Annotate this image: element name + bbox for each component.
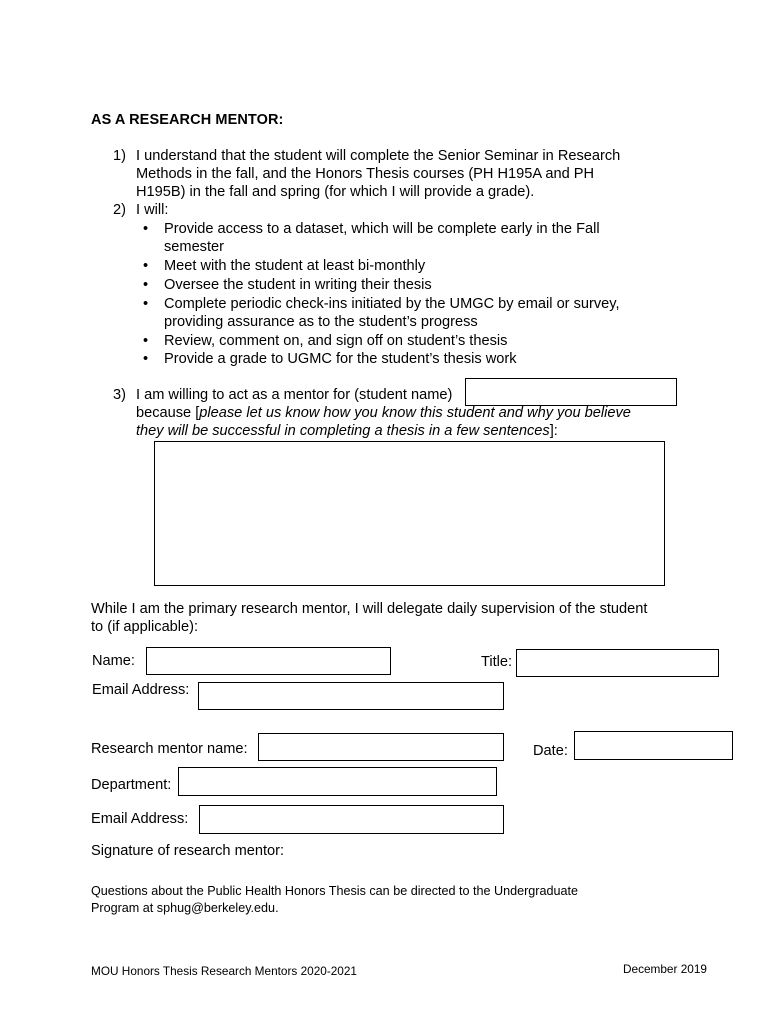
student-name-input[interactable] [465,378,677,406]
item-2-intro: I will: [136,202,169,218]
bullet-item-checkins-cont: providing assurance as to the student’s progress [164,314,478,330]
item-3-line-1: I am willing to act as a mentor for (student name) [136,387,453,403]
bullet-item-dataset-cont: semester [164,239,225,255]
item-3-line-3: they will be successful in completing a thesis in a few sentences]: [136,423,558,439]
mentor-name-input[interactable] [258,733,504,761]
date-input[interactable] [574,731,733,760]
delegate-line-2: to (if applicable): [91,619,199,635]
bullet-icon: • [143,296,149,312]
bullet-icon: • [143,333,149,349]
email-label-delegate: Email Address: [92,682,190,698]
date-label: Date: [533,743,568,759]
email-input-mentor[interactable] [199,805,504,834]
department-label: Department: [91,777,172,793]
footer-right: December 2019 [623,962,707,976]
item-3-line-2: because [please let us know how you know this student and why you believe [136,405,631,421]
bullet-icon: • [143,258,149,274]
questions-line-1: Questions about the Public Health Honors Thesis can be directed to the Undergraduate [91,884,579,898]
title-label: Title: [481,654,513,670]
email-input-delegate[interactable] [198,682,504,710]
reason-textarea[interactable] [154,441,665,586]
delegate-line-1: While I am the primary research mentor, I will delegate daily supervision of the student [91,601,648,617]
item-1-line-3: H195B) in the fall and spring (for which I will provide a grade). [136,184,535,200]
bullet-item-oversee: Oversee the student in writing their thesis [164,277,432,293]
item-1-line-1: I understand that the student will complete the Senior Seminar in Research [136,148,621,164]
title-input[interactable] [516,649,719,677]
mentor-name-label: Research mentor name: [91,741,248,757]
department-input[interactable] [178,767,497,796]
signature-label: Signature of research mentor: [91,843,285,859]
name-label: Name: [92,653,135,669]
questions-line-2: Program at sphug@berkeley.edu. [91,901,279,915]
item-1-line-2: Methods in the fall, and the Honors Thesis courses (PH H195A and PH [136,166,595,182]
bullet-item-dataset: Provide access to a dataset, which will be complete early in the Fall [164,221,600,237]
bullet-icon: • [143,351,149,367]
bullet-icon: • [143,221,149,237]
bullet-item-meet: Meet with the student at least bi-monthly [164,258,426,274]
bullet-icon: • [143,277,149,293]
item-3-number: 3) [113,387,126,403]
name-input[interactable] [146,647,391,675]
email-label-mentor: Email Address: [91,811,189,827]
bullet-item-checkins: Complete periodic check-ins initiated by the UMGC by email or survey, [164,296,620,312]
item-2-number: 2) [113,202,126,218]
footer-left: MOU Honors Thesis Research Mentors 2020-2021 [91,964,357,978]
bullet-item-grade: Provide a grade to UGMC for the student’s thesis work [164,351,517,367]
item-1-number: 1) [113,148,126,164]
section-heading: AS A RESEARCH MENTOR: [91,112,284,128]
bullet-item-review: Review, comment on, and sign off on student’s thesis [164,333,508,349]
